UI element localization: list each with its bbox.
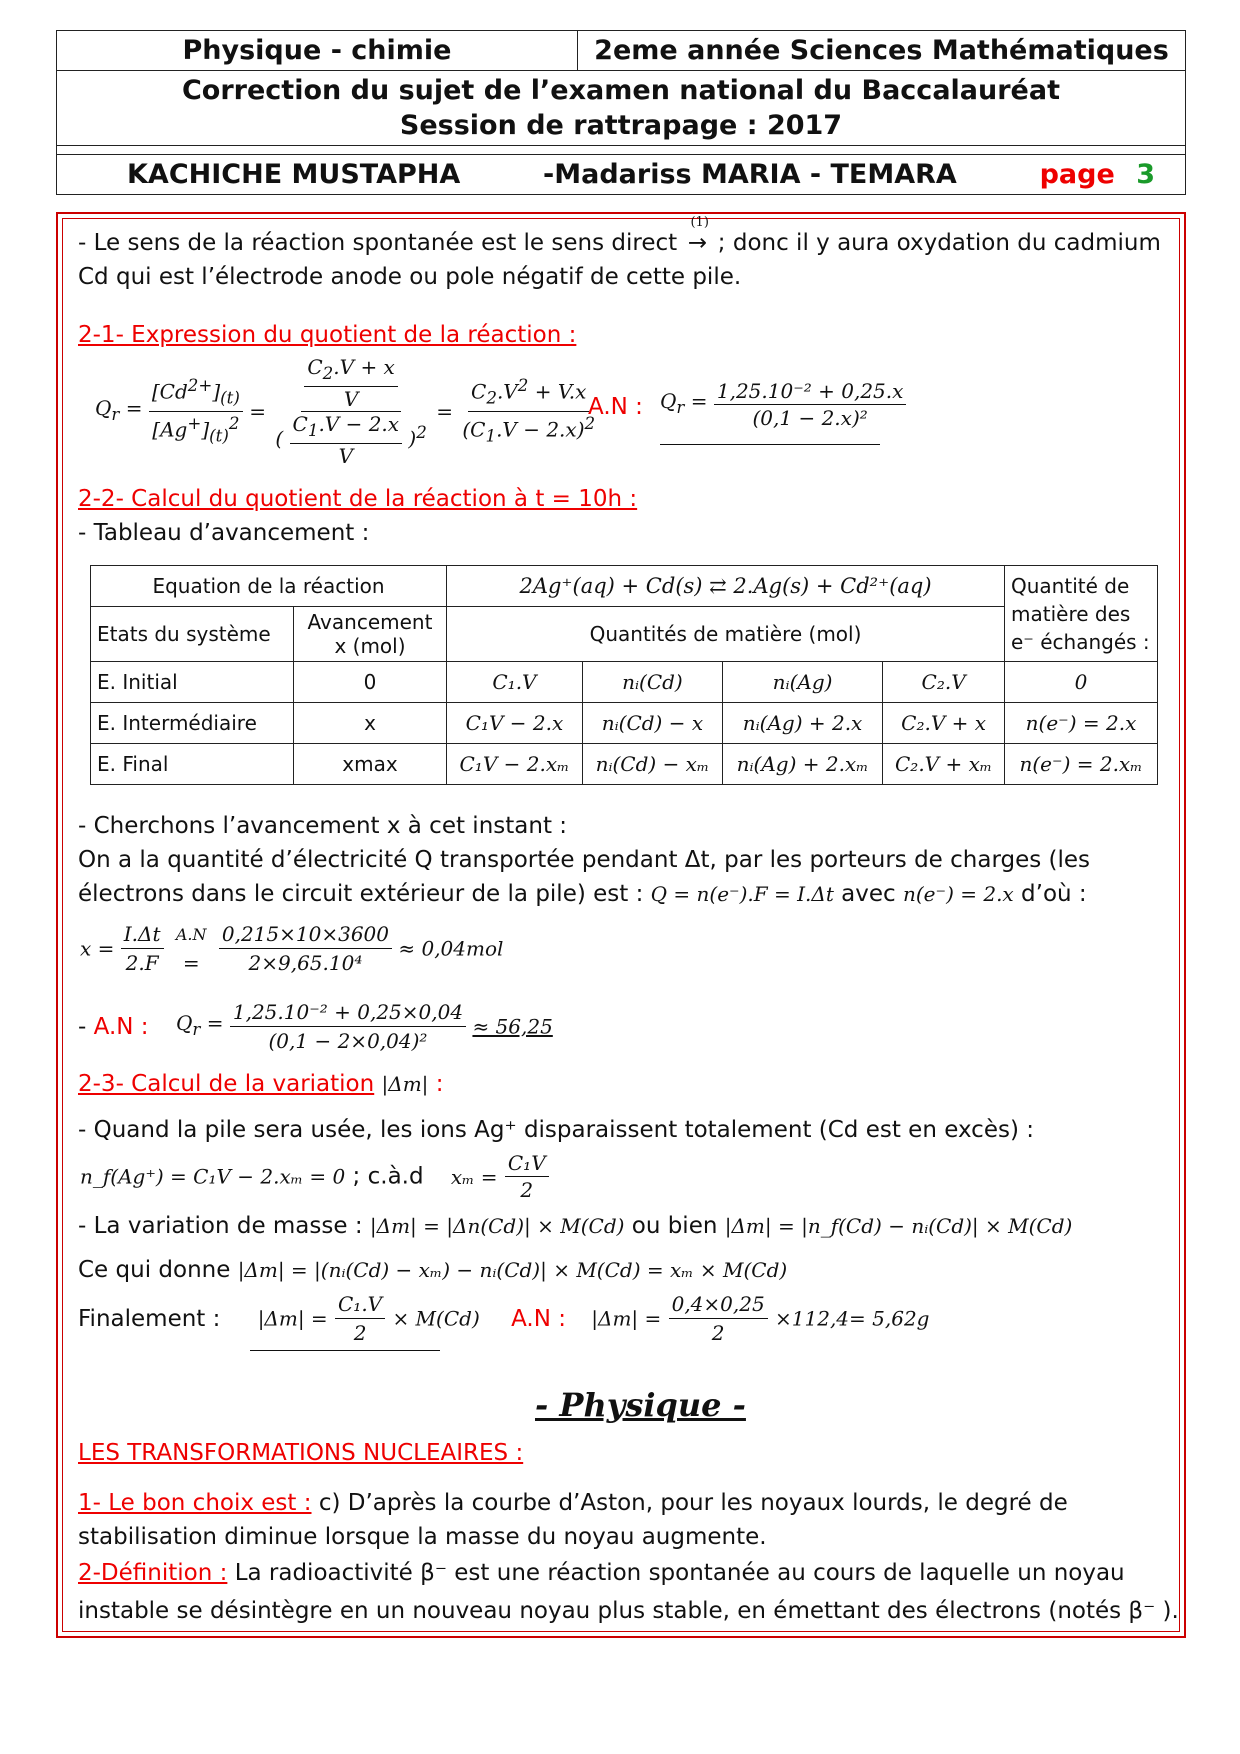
dm-formula-2: |Δm| = |n_f(Cd) − nᵢ(Cd)| × M(Cd) bbox=[724, 1214, 1073, 1238]
section-2-3-title: 2-3- Calcul de la variation |Δm| : bbox=[78, 1071, 444, 1097]
l3-formula: Q = n(e⁻).F = I.Δt bbox=[650, 882, 834, 906]
subject: Physique - chimie bbox=[57, 31, 578, 70]
l3-formula-2: n(e⁻) = 2.x bbox=[903, 882, 1014, 906]
qr-an-num: 1,25.10⁻² + 0,25.x bbox=[714, 378, 907, 405]
q2-label: 2-Définition : bbox=[78, 1560, 228, 1586]
row-c1: C₁.V bbox=[447, 662, 583, 703]
final-num-2: 0,4×0,25 bbox=[669, 1290, 768, 1319]
intro-text-a: - Le sens de la réaction spontanée est le sens direct bbox=[78, 230, 678, 256]
dm-formula-1: |Δm| = |Δn(Cd)| × M(Cd) bbox=[369, 1214, 625, 1238]
row-c4: C₂.V bbox=[883, 662, 1005, 703]
x-result: ≈ 0,04mol bbox=[398, 936, 504, 961]
s23-line-5: Finalement : |Δm| = $\frac{\text{C₁.V}}{2}$ × M(Cd) A.N : |Δm| = $\frac{0,4\times 0,25}{2}$ ×112,4= 5,62g bbox=[78, 1292, 930, 1345]
section-2-2-title: 2-2- Calcul du quotient de la réaction à t = 10h : bbox=[78, 486, 638, 512]
page-indicator bbox=[1030, 155, 1165, 194]
row-c4: C₂.V + xₘ bbox=[883, 744, 1005, 785]
row-c3: nᵢ(Ag) + 2.xₘ bbox=[722, 744, 882, 785]
x-den-2: 2×9,65.10⁴ bbox=[248, 951, 363, 975]
x-an: A.N bbox=[175, 924, 207, 944]
q1-line-2: stabilisation diminue lorsque la masse du noyau augmente. bbox=[78, 1524, 767, 1550]
avancement-line-2: On a la quantité d’électricité Q transportée pendant Δt, par les porteurs de charges (les bbox=[78, 847, 1091, 873]
intro-line-1 bbox=[78, 215, 1161, 260]
q1-label: 1- Le bon choix est : bbox=[78, 1490, 312, 1516]
qr-value: $Q_r$ = $\frac{\text{1,25.10⁻² + 0,25×0,04}}{\text{(0,1 − 2×0,04)²}}$ ≈ 56,25 bbox=[176, 1000, 553, 1053]
l3-text-b: avec bbox=[841, 881, 896, 907]
s23-line-4 bbox=[78, 1253, 787, 1287]
table-row bbox=[91, 703, 1158, 744]
x-den: 2.F bbox=[125, 951, 159, 975]
equation: 2Ag⁺(aq) + Cd(s) ⇄ 2.Ag(s) + Cd²⁺(aq) bbox=[447, 566, 1005, 607]
row-e: 0 bbox=[1005, 662, 1158, 703]
intro-text-b: ; donc il y aura oxydation du cadmium bbox=[717, 230, 1161, 256]
intro-line-2: Cd qui est l’électrode anode ou pole négatif de cette pile. bbox=[78, 264, 742, 290]
an-label-2: - A.N : bbox=[78, 1014, 149, 1040]
level: 2eme année Sciences Mathématiques bbox=[594, 35, 1169, 66]
row-e: n(e⁻) = 2.xₘ bbox=[1005, 744, 1158, 785]
qr-an-den: (0,1 − 2.x)² bbox=[752, 406, 868, 430]
final-num: C₁.V bbox=[335, 1290, 385, 1319]
row-c2: nᵢ(Cd) − x bbox=[582, 703, 722, 744]
qr-expression: $Q_r$ = $\frac{[Cd^{2+}]_{(t)}}{[Ag^+]_{(t)}^2}$ = $\frac{C_2.V + x}{V}$ ( $\frac{C_1.V - 2.x}{V}$ )$^2$ = $\frac{C_2.V^2 + V.x}{(C_1.V - 2.x)^2}$ bbox=[95, 355, 596, 468]
s23-title-text: 2-3- Calcul de la variation bbox=[78, 1071, 375, 1097]
avancement-line-1: - Cherchons l’avancement x à cet instant : bbox=[78, 813, 568, 839]
xm-left: xₘ = bbox=[450, 1164, 498, 1189]
final-den-2: 2 bbox=[711, 1321, 725, 1345]
avancement-line-3 bbox=[78, 877, 1087, 911]
advancement-table bbox=[90, 565, 1158, 785]
nf-formula: n_f(Ag⁺) = C₁V − 2.xₘ = 0 bbox=[80, 1164, 346, 1189]
avancement-header: Avancement x (mol) bbox=[294, 607, 447, 662]
etats-header: Etats du système bbox=[91, 607, 294, 662]
row-c1: C₁V − 2.xₘ bbox=[447, 744, 583, 785]
q2-line-2: instable se désintègre en un nouveau noyau plus stable, en émettant des électrons (notés β⁻ ). bbox=[78, 1598, 1179, 1624]
an-label-2-text: A.N : bbox=[93, 1014, 149, 1040]
l3a-text: - La variation de masse : bbox=[78, 1213, 363, 1239]
s23-title-math: |Δm| bbox=[381, 1072, 429, 1096]
final-result: ×112,4= 5,62g bbox=[775, 1306, 930, 1331]
s23-line-2 bbox=[80, 1150, 549, 1203]
q2-line-1 bbox=[78, 1556, 1125, 1590]
table-row bbox=[91, 744, 1158, 785]
s23-line-1: - Quand la pile sera usée, les ions Ag⁺ disparaissent totalement (Cd est en excès) : bbox=[78, 1117, 1034, 1143]
l3-text-c: d’où : bbox=[1021, 881, 1087, 907]
author: KACHICHE MUSTAPHA bbox=[127, 159, 461, 190]
qr-numeric: $Q_r$ = $\frac{\text{1,25.10⁻² + 0,25.x}}{\text{(0,1 − 2.x)²}}$ bbox=[660, 378, 906, 431]
tableau-label: - Tableau d’avancement : bbox=[78, 520, 370, 546]
title-line-1: Correction du sujet de l’examen national du Baccalauréat bbox=[181, 75, 1060, 106]
school: -Madariss MARIA - TEMARA bbox=[543, 159, 957, 190]
eq-label: Equation de la réaction bbox=[91, 566, 447, 607]
l3-text-a: électrons dans le circuit extérieur de la pile) est : bbox=[78, 881, 644, 907]
row-x: xmax bbox=[294, 744, 447, 785]
an-label-text: A.N : bbox=[588, 394, 643, 420]
row-c1: C₁V − 2.x bbox=[447, 703, 583, 744]
row-c3: nᵢ(Ag) bbox=[722, 662, 882, 703]
s23-line-3 bbox=[78, 1209, 1072, 1243]
table-row bbox=[91, 662, 1158, 703]
row-e: n(e⁻) = 2.x bbox=[1005, 703, 1158, 744]
dm-formula-3: |Δm| = |(nᵢ(Cd) − xₘ) − nᵢ(Cd)| × M(Cd) = xₘ × M(Cd) bbox=[237, 1258, 788, 1282]
row-state: E. Intermédiaire bbox=[91, 703, 294, 744]
final-underline bbox=[250, 1350, 440, 1351]
x-num-2: 0,215×10×3600 bbox=[219, 920, 392, 949]
electrons-header: Quantité de matière des e⁻ échangés : bbox=[1005, 566, 1158, 662]
row-state: E. Final bbox=[91, 744, 294, 785]
section-2-1-title: 2-1- Expression du quotient de la réaction : bbox=[78, 322, 577, 348]
xm-num: C₁V bbox=[505, 1150, 549, 1177]
nuclear-section-title: LES TRANSFORMATIONS NUCLEAIRES : bbox=[78, 1440, 524, 1466]
row-c2: nᵢ(Cd) bbox=[582, 662, 722, 703]
final-tail: × M(Cd) bbox=[392, 1306, 480, 1331]
page-number: 3 bbox=[1136, 159, 1155, 190]
final-an: A.N : bbox=[511, 1305, 566, 1332]
title-line-2: Session de rattrapage : 2017 bbox=[399, 110, 843, 141]
an-label-1 bbox=[588, 390, 643, 424]
row-state: E. Initial bbox=[91, 662, 294, 703]
q1-line-1 bbox=[78, 1486, 1068, 1520]
arrow-label: (1) bbox=[690, 215, 709, 230]
x-num: I.Δt bbox=[121, 920, 164, 949]
l4a-text: Ce qui donne bbox=[78, 1257, 231, 1283]
row-c4: C₂.V + x bbox=[883, 703, 1005, 744]
document-header bbox=[56, 30, 1186, 195]
row-x: x bbox=[294, 703, 447, 744]
cad-text: ; c.à.d bbox=[352, 1163, 424, 1190]
xm-den: 2 bbox=[520, 1178, 534, 1202]
quantites-header: Quantités de matière (mol) bbox=[447, 607, 1005, 662]
finalement-text: Finalement : bbox=[78, 1305, 221, 1332]
q1-text: c) D’après la courbe d’Aston, pour les noyaux lourds, le degré de bbox=[318, 1490, 1068, 1516]
x-calculation: x = $\frac{I.\Delta t}{2.F}$ A.N = $\frac{0,215\times 10\times 3600}{\text{2×9,65.10⁴}}$ ≈ 0,04mol bbox=[80, 922, 504, 975]
q-result: ≈ 56,25 bbox=[472, 1014, 553, 1039]
final-den: 2 bbox=[353, 1321, 367, 1345]
row-c2: nᵢ(Cd) − xₘ bbox=[582, 744, 722, 785]
q-num: 1,25.10⁻² + 0,25×0,04 bbox=[230, 998, 466, 1027]
q2-text: La radioactivité β⁻ est une réaction spontanée au cours de laquelle un noyau bbox=[234, 1560, 1125, 1586]
page-label: page bbox=[1039, 159, 1115, 190]
result-underline bbox=[660, 444, 880, 445]
row-x: 0 bbox=[294, 662, 447, 703]
physique-heading: - Physique - bbox=[535, 1386, 746, 1424]
row-c3: nᵢ(Ag) + 2.x bbox=[722, 703, 882, 744]
direct-arrow: → (1) bbox=[684, 226, 710, 260]
l3b-text: ou bien bbox=[631, 1213, 718, 1239]
q-den: (0,1 − 2×0,04)² bbox=[268, 1029, 428, 1053]
